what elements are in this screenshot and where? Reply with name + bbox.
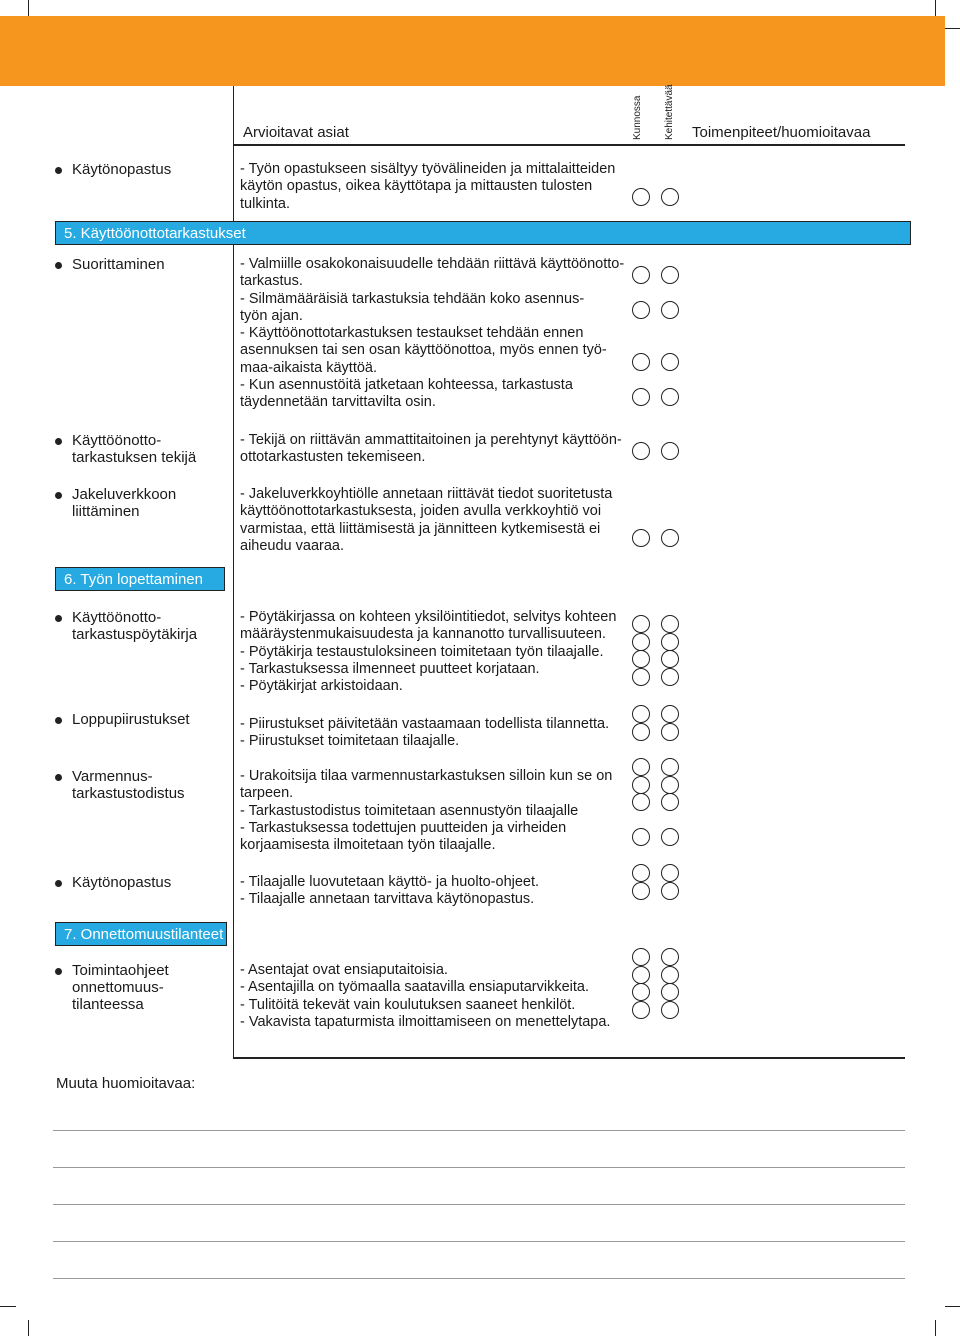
ok-checkbox[interactable] <box>632 983 650 1001</box>
ok-checkbox[interactable] <box>632 705 650 723</box>
develop-checkbox[interactable] <box>661 723 679 741</box>
item-description: - Tekijä on riittävän ammattitaitoinen ja perehtynyt käyttöön- ottotarkastusten tekemiseen. <box>240 432 622 466</box>
crop-mark <box>28 0 29 16</box>
crop-mark <box>28 1320 29 1336</box>
bullet-icon <box>55 438 62 445</box>
bullet-icon <box>55 880 62 887</box>
item-label: Toimintaohjeet onnettomuus- tilanteessa <box>72 962 169 1013</box>
develop-checkbox[interactable] <box>661 353 679 371</box>
notes-line <box>53 1204 905 1205</box>
develop-checkbox[interactable] <box>661 966 679 984</box>
notes-label: Muuta huomioitavaa: <box>56 1075 196 1092</box>
ok-checkbox[interactable] <box>632 793 650 811</box>
crop-mark <box>945 1306 960 1307</box>
column-header-actions: Toimenpiteet/huomioitavaa <box>692 124 871 141</box>
item-label: Käyttöönotto- tarkastuspöytäkirja <box>72 609 198 643</box>
header-rule <box>233 144 905 146</box>
bullet-icon <box>55 492 62 499</box>
develop-checkbox[interactable] <box>661 1001 679 1019</box>
bullet-icon <box>55 717 62 724</box>
ok-checkbox[interactable] <box>632 388 650 406</box>
notes-line <box>53 1278 905 1279</box>
item-description: - Piirustukset päivitetään vastaamaan todellista tilannetta. - Piirustukset toimitetaan tilaajalle. <box>240 716 610 750</box>
notes-line <box>53 1241 905 1242</box>
bullet-icon <box>55 968 62 975</box>
ok-checkbox[interactable] <box>632 864 650 882</box>
ok-checkbox[interactable] <box>632 188 650 206</box>
section-header-7: 7. Onnettomuustilanteet <box>55 922 227 946</box>
item-description: - Valmiille osakokonaisuudelle tehdään riittävä käyttöönotto- tarkastus. - Silmämääräisiä tarkastuksia tehdään koko asennus- työn ajan. - Käyttöönottotarkastuksen testaukset tehdään ennen asennuksen tai sen osan käyttöönottoa, myös ennen työ- maa-aikaista käyttöä. - Kun asennustöitä jatketaan kohteessa, tarkastusta täydennetään tarvittavilta osin. <box>240 256 625 411</box>
ok-checkbox[interactable] <box>632 353 650 371</box>
item-description: - Jakeluverkkoyhtiölle annetaan riittävät tiedot suoritetusta käyttöönottotarkastuksesta, joiden avulla verkkoyhtiö voi varmistaa, että liittämisestä ja jännitteen kytkemisestä ei aiheudu vaaraa. <box>240 486 613 554</box>
column-header-assess: Arvioitavat asiat <box>243 124 349 141</box>
section-header-5: 5. Käyttöönottotarkastukset <box>55 221 911 245</box>
ok-checkbox[interactable] <box>632 948 650 966</box>
ok-checkbox[interactable] <box>632 529 650 547</box>
column-header-ok: Kunnossa <box>632 95 643 140</box>
ok-checkbox[interactable] <box>632 650 650 668</box>
develop-checkbox[interactable] <box>661 266 679 284</box>
develop-checkbox[interactable] <box>661 705 679 723</box>
develop-checkbox[interactable] <box>661 388 679 406</box>
bullet-icon <box>55 615 62 622</box>
crop-mark <box>935 0 936 16</box>
table-bottom-rule <box>233 1057 905 1059</box>
item-label: Jakeluverkkoon liittäminen <box>72 486 177 520</box>
item-label: Suorittaminen <box>72 256 165 273</box>
develop-checkbox[interactable] <box>661 758 679 776</box>
item-label: Käyttöönotto- tarkastuksen tekijä <box>72 432 197 466</box>
ok-checkbox[interactable] <box>632 776 650 794</box>
develop-checkbox[interactable] <box>661 615 679 633</box>
develop-checkbox[interactable] <box>661 529 679 547</box>
develop-checkbox[interactable] <box>661 983 679 1001</box>
ok-checkbox[interactable] <box>632 615 650 633</box>
ok-checkbox[interactable] <box>632 668 650 686</box>
crop-mark <box>935 1320 936 1336</box>
ok-checkbox[interactable] <box>632 882 650 900</box>
develop-checkbox[interactable] <box>661 828 679 846</box>
develop-checkbox[interactable] <box>661 301 679 319</box>
develop-checkbox[interactable] <box>661 188 679 206</box>
develop-checkbox[interactable] <box>661 882 679 900</box>
section-header-6: 6. Työn lopettaminen <box>55 567 225 591</box>
develop-checkbox[interactable] <box>661 633 679 651</box>
crop-mark <box>0 1306 16 1307</box>
develop-checkbox[interactable] <box>661 650 679 668</box>
ok-checkbox[interactable] <box>632 966 650 984</box>
item-label: Käytönopastus <box>72 874 172 891</box>
ok-checkbox[interactable] <box>632 758 650 776</box>
orange-header-banner <box>0 16 945 86</box>
ok-checkbox[interactable] <box>632 1001 650 1019</box>
bullet-icon <box>55 774 62 781</box>
develop-checkbox[interactable] <box>661 776 679 794</box>
crop-mark <box>945 28 960 29</box>
item-description: - Työn opastukseen sisältyy työvälineiden ja mittalaitteiden käytön opastus, oikea käyttötapa ja mittausten tulosten tulkinta. <box>240 161 616 212</box>
item-description: - Tilaajalle luovutetaan käyttö- ja huolto-ohjeet. - Tilaajalle annetaan tarvittava käytönopastus. <box>240 874 540 908</box>
ok-checkbox[interactable] <box>632 723 650 741</box>
ok-checkbox[interactable] <box>632 301 650 319</box>
develop-checkbox[interactable] <box>661 668 679 686</box>
item-description: - Asentajat ovat ensiaputaitoisia. - Asentajilla on työmaalla saatavilla ensiaputarvikkeita. - Tulitöitä tekevät vain koulutuksen saaneet henkilöt. - Vakavista tapaturmista ilmoittamiseen on menettelytapa. <box>240 962 611 1030</box>
column-header-dev: Kehitettävää <box>664 84 675 140</box>
bullet-icon <box>55 262 62 269</box>
notes-line <box>53 1167 905 1168</box>
develop-checkbox[interactable] <box>661 864 679 882</box>
item-description: - Pöytäkirjassa on kohteen yksilöintitiedot, selvitys kohteen määräystenmukaisuudesta ja kannanotto turvallisuuteen. - Pöytäkirja testaustuloksineen toimitetaan työn tilaajalle. - Tarkastuksessa ilmenneet puutteet korjataan. - Pöytäkirjat arkistoidaan. <box>240 609 617 695</box>
develop-checkbox[interactable] <box>661 793 679 811</box>
ok-checkbox[interactable] <box>632 828 650 846</box>
notes-line <box>53 1130 905 1131</box>
bullet-icon <box>55 167 62 174</box>
item-description: - Urakoitsija tilaa varmennustarkastuksen silloin kun se on tarpeen. - Tarkastustodistus toimitetaan asennustyön tilaajalle - Tarkastuksessa todettujen puutteiden ja virheiden korjaamisesta ilmoitetaan työn tilaajalle. <box>240 768 613 854</box>
develop-checkbox[interactable] <box>661 442 679 460</box>
ok-checkbox[interactable] <box>632 442 650 460</box>
ok-checkbox[interactable] <box>632 633 650 651</box>
ok-checkbox[interactable] <box>632 266 650 284</box>
develop-checkbox[interactable] <box>661 948 679 966</box>
item-label: Varmennus- tarkastustodistus <box>72 768 185 802</box>
item-label: Loppupiirustukset <box>72 711 190 728</box>
item-label: Käytönopastus <box>72 161 172 178</box>
